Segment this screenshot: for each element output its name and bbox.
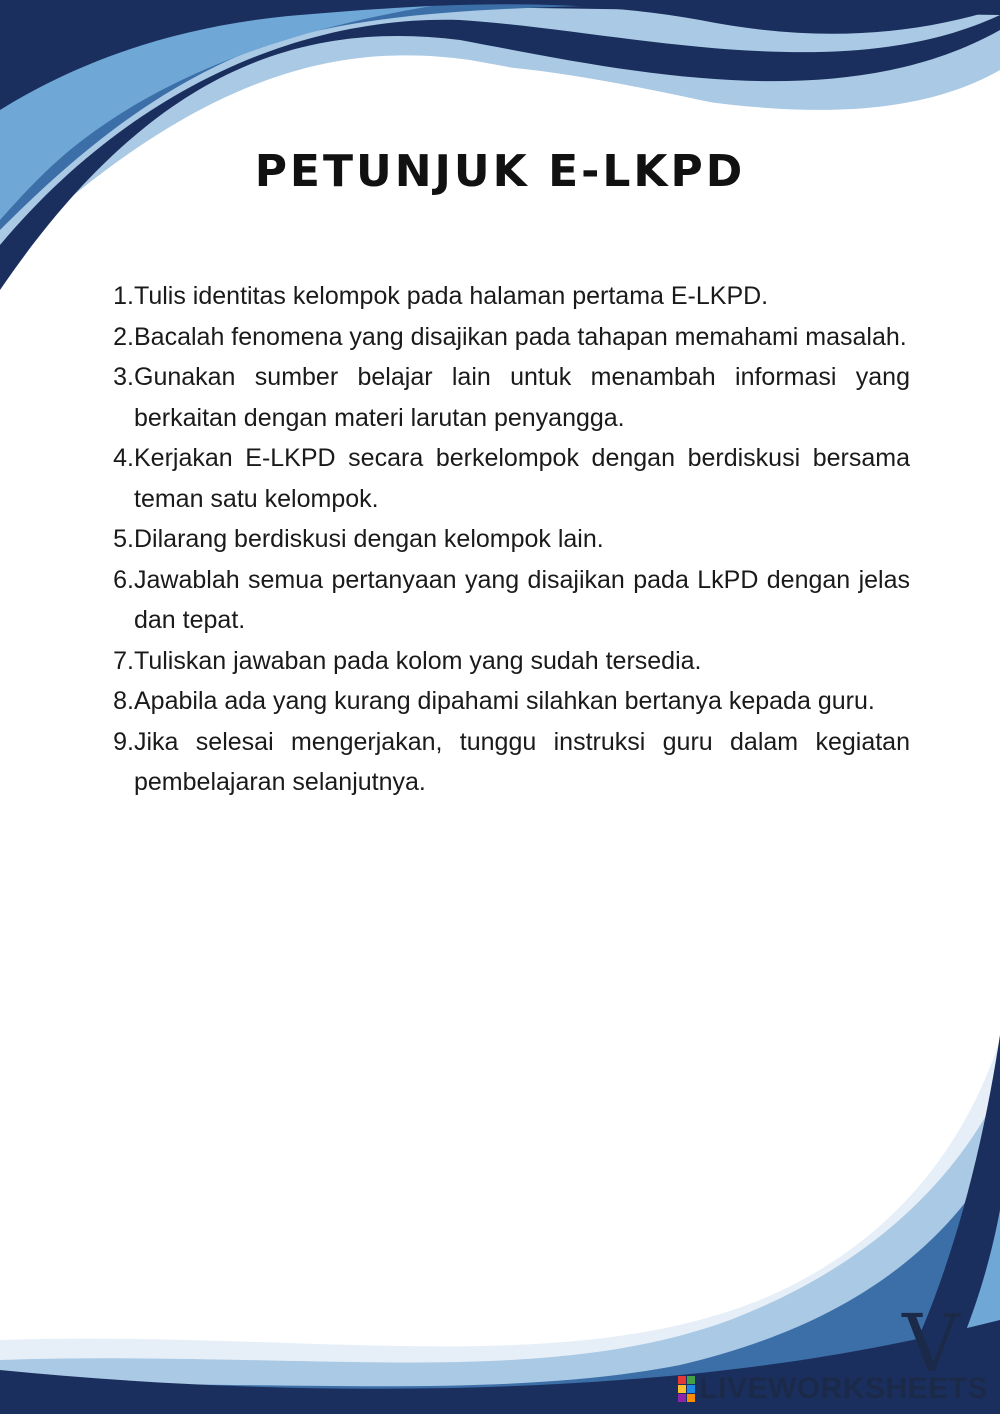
watermark-letter: V (902, 1297, 960, 1390)
item-text: Tulis identitas kelompok pada halaman pertama E-LKPD. (134, 282, 769, 310)
item-text: Apabila ada yang kurang dipahami silahkan bertanya kepada guru. (134, 687, 875, 715)
logo-cell (687, 1376, 695, 1384)
list-item (108, 519, 910, 560)
item-number: 2. (113, 322, 134, 351)
item-text: Dilarang berdiskusi dengan kelompok lain. (134, 525, 604, 553)
item-number: 5. (113, 525, 134, 553)
logo-cell (687, 1394, 695, 1402)
logo-cell (678, 1394, 686, 1402)
logo-cell (678, 1376, 686, 1384)
list-item (108, 438, 910, 519)
list-item (108, 560, 910, 641)
item-number: 1. (113, 282, 134, 310)
item-number: 9. (113, 727, 134, 756)
liveworksheets-logo-icon (678, 1376, 695, 1402)
logo-cell (687, 1385, 695, 1393)
item-text: Jika selesai mengerjakan, tunggu instruksi guru dalam kegiatan pembelajaran selanjutnya. (134, 727, 910, 796)
list-item (108, 357, 910, 438)
logo-cell (678, 1385, 686, 1393)
page-title: PETUNJUK E-LKPD (254, 146, 746, 197)
item-text: Jawablah semua pertanyaan yang disajikan pada LkPD dengan jelas dan tepat. (134, 565, 910, 634)
item-number: 6. (113, 565, 134, 594)
item-number: 4. (113, 444, 134, 472)
list-item (108, 722, 910, 803)
brand-text: LIVEWORKSHEETS (699, 1372, 988, 1405)
list-item (108, 317, 910, 358)
instruction-list (108, 276, 910, 803)
list-item (108, 681, 910, 722)
item-number: 8. (113, 687, 134, 715)
item-number: 3. (113, 363, 134, 391)
liveworksheets-watermark[interactable] (678, 1372, 988, 1406)
item-number: 7. (113, 646, 134, 675)
item-text: Bacalah fenomena yang disajikan pada tahapan memahami masalah. (134, 322, 907, 351)
item-text: Gunakan sumber belajar lain untuk menambah informasi yang berkaitan dengan materi larutan penyangga. (134, 363, 910, 432)
item-text: Tuliskan jawaban pada kolom yang sudah tersedia. (134, 646, 702, 675)
item-text: Kerjakan E-LKPD secara berkelompok dengan berdiskusi bersama teman satu kelompok. (134, 444, 910, 513)
list-item (108, 641, 910, 682)
list-item (108, 276, 910, 317)
